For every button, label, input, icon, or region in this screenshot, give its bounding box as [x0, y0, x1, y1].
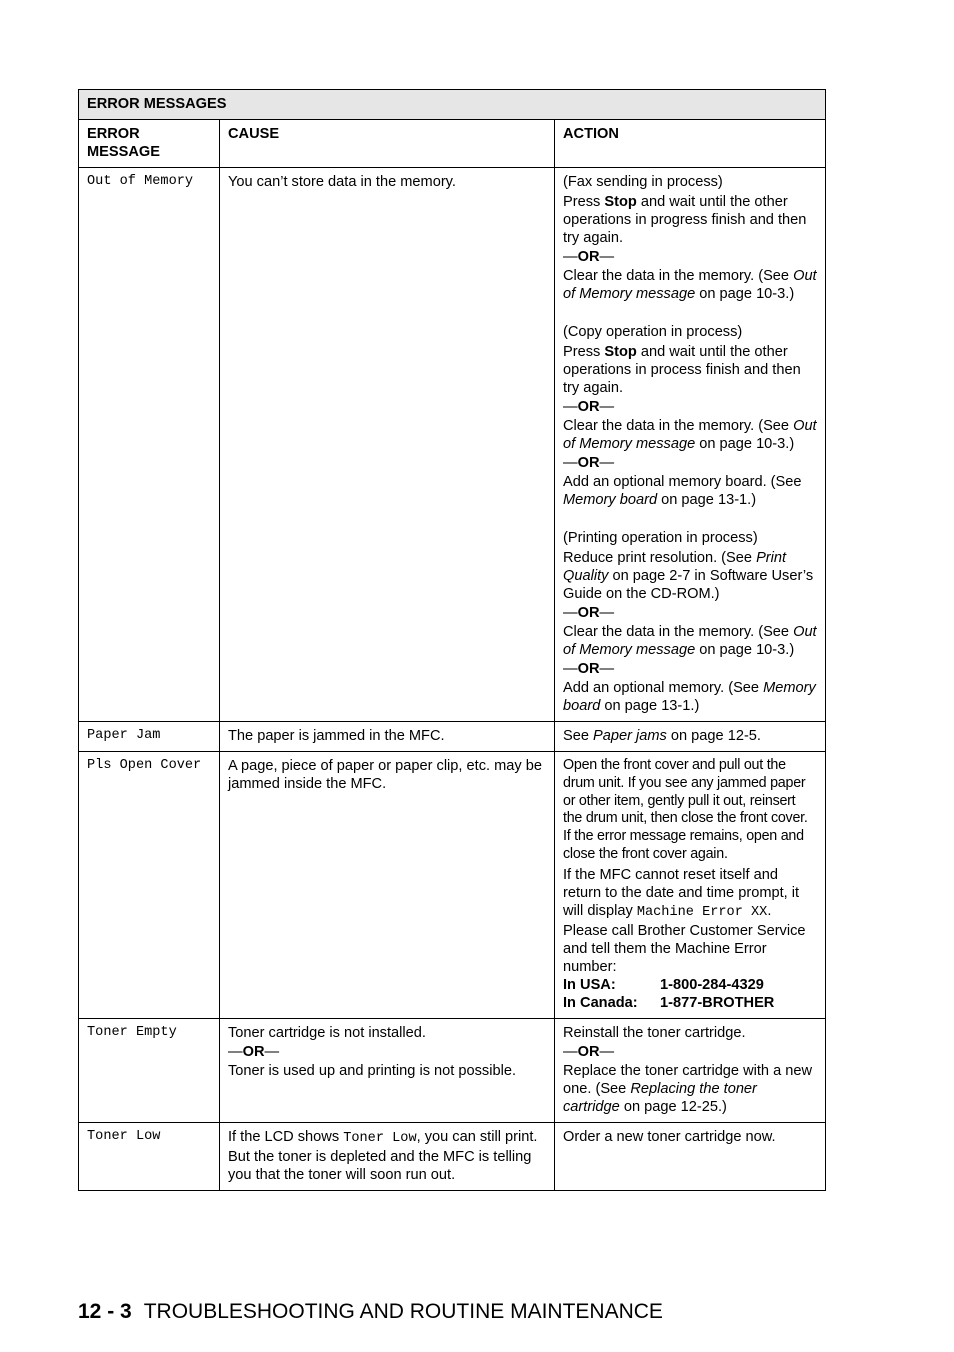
fax-title: (Fax sending in process)	[563, 174, 723, 190]
table-banner: ERROR MESSAGES	[79, 90, 826, 120]
table-row-pls-open-cover	[79, 752, 826, 1019]
print-add-memory: Add an optional memory. (See Memory board on page 13-1.)	[563, 680, 816, 714]
contact-usa: In USA: 1-800-284-4329	[563, 976, 764, 993]
stop-key: Stop	[604, 194, 637, 210]
action-cell	[555, 722, 826, 752]
action-reset: If the MFC cannot reset itself and return to the date and time prompt, it will display Machine Error XX.	[563, 866, 800, 920]
cause-text: You can’t store data in the memory.	[228, 174, 456, 190]
cross-reference: Memory board	[563, 492, 658, 508]
fax-press-stop: Press Stop and wait until the other operations in progress finish and then try again.	[563, 194, 807, 246]
cross-reference: Out of Memory message	[563, 624, 817, 658]
cross-reference: Print Quality	[563, 550, 787, 584]
lcd-code: Toner Low	[343, 1130, 417, 1146]
action-text: See Paper jams on page 12-5.	[563, 728, 761, 744]
print-reduce-resolution: Reduce print resolution. (See Print Quality on page 2-7 in Software User’s Guide on the CD-ROM.)	[563, 550, 814, 602]
table-banner-row	[79, 90, 826, 120]
action-cell	[555, 168, 826, 722]
copy-title: (Copy operation in process)	[563, 324, 743, 340]
error-message-cell: Toner Low	[79, 1122, 220, 1190]
or-separator: —OR—	[563, 605, 615, 621]
contact-canada: In Canada: 1-877-BROTHER	[563, 994, 775, 1011]
error-message-cell: Pls Open Cover	[79, 752, 220, 1019]
cause-cell	[220, 752, 555, 1019]
cross-reference: Out of Memory message	[563, 268, 817, 302]
action-text: Reinstall the toner cartridge.	[563, 1024, 746, 1041]
cross-reference: Memory board	[563, 680, 816, 714]
cause-cell	[220, 1018, 555, 1122]
cause-cell	[220, 168, 555, 722]
or-separator: —OR—	[563, 1043, 615, 1060]
copy-add-memory: Add an optional memory board. (See Memory board on page 13-1.)	[563, 474, 802, 508]
header-action: ACTION	[555, 120, 826, 168]
or-separator: —OR—	[228, 1043, 280, 1060]
action-text: Replace the toner cartridge with a new one. (See Replacing the toner cartridge on page 12-25.)	[563, 1062, 813, 1115]
cross-reference: Out of Memory message	[563, 418, 817, 452]
header-cause: CAUSE	[220, 120, 555, 168]
cause-text: But the toner is depleted and the MFC is telling you that the toner will soon run out.	[228, 1148, 532, 1183]
table-row-toner-low	[79, 1122, 826, 1190]
cross-reference: Paper jams	[593, 728, 667, 744]
or-separator: —OR—	[563, 661, 615, 677]
page-footer	[78, 1298, 663, 1326]
or-separator: —OR—	[563, 399, 615, 415]
error-messages-table	[78, 89, 826, 1191]
cause-text: The paper is jammed in the MFC.	[228, 728, 445, 744]
fax-clear-memory: Clear the data in the memory. (See Out of Memory message on page 10-3.)	[563, 268, 817, 302]
cause-text: If the LCD shows Toner Low, you can still print.	[228, 1128, 538, 1146]
error-message-cell: Toner Empty	[79, 1018, 220, 1122]
cross-reference: Replacing the toner cartridge	[563, 1080, 757, 1115]
print-title: (Printing operation in process)	[563, 530, 758, 546]
or-separator: —OR—	[563, 249, 615, 265]
header-error-message: ERROR MESSAGE	[79, 120, 220, 168]
action-call-service: Please call Brother Customer Service and tell them the Machine Error number:	[563, 922, 806, 975]
cause-cell	[220, 1122, 555, 1190]
lcd-code: Machine Error XX	[636, 904, 768, 920]
or-separator: —OR—	[563, 455, 615, 471]
error-message-cell: Paper Jam	[79, 722, 220, 752]
copy-press-stop: Press Stop and wait until the other operations in process finish and then try again.	[563, 344, 801, 396]
action-open-cover: Open the front cover and pull out the drum unit. If you see any jammed paper or other item, gently pull it out, reinsert the drum unit, then close the front cover. If the error message remains, open and close the front cover again.	[563, 757, 808, 862]
error-message-cell: Out of Memory	[79, 168, 220, 722]
table-row-out-of-memory	[79, 168, 826, 722]
table-row-paper-jam	[79, 722, 826, 752]
cause-text: Toner cartridge is not installed.	[228, 1024, 426, 1041]
copy-clear-memory: Clear the data in the memory. (See Out of Memory message on page 10-3.)	[563, 418, 817, 452]
cause-text: Toner is used up and printing is not possible.	[228, 1062, 516, 1079]
page-number: 12 - 3	[78, 1300, 132, 1323]
cause-text: A page, piece of paper or paper clip, etc. may be jammed inside the MFC.	[228, 758, 542, 792]
action-text: Order a new toner cartridge now.	[563, 1128, 776, 1145]
cause-cell	[220, 722, 555, 752]
stop-key: Stop	[604, 344, 637, 360]
table-row-toner-empty	[79, 1018, 826, 1122]
section-title: TROUBLESHOOTING AND ROUTINE MAINTENANCE	[143, 1300, 663, 1323]
action-cell	[555, 1018, 826, 1122]
print-clear-memory: Clear the data in the memory. (See Out of Memory message on page 10-3.)	[563, 624, 817, 658]
action-cell	[555, 1122, 826, 1190]
action-cell	[555, 752, 826, 1019]
table-header-row	[79, 120, 826, 168]
